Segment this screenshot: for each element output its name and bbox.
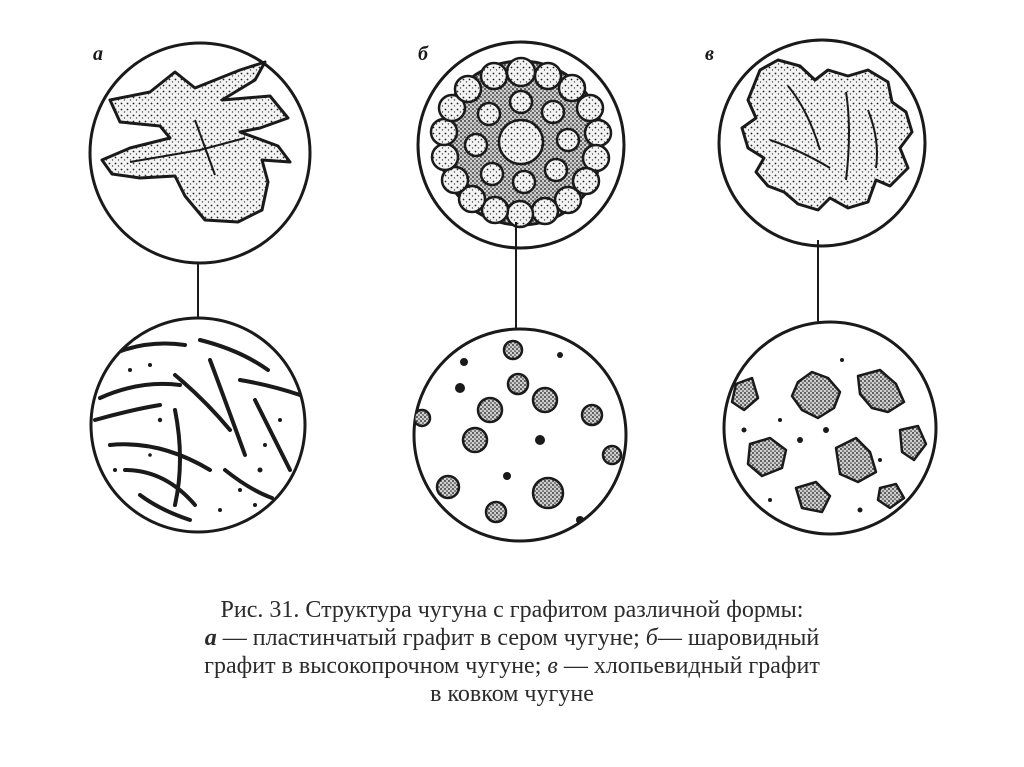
graphite-nodule: [533, 478, 563, 508]
panel-a: [90, 43, 310, 532]
panel-a-overview-circle: [91, 318, 305, 532]
panel-b-label: б: [418, 43, 428, 65]
panel-b-magnified-circle: [418, 42, 624, 248]
panel-a-magnified-circle: [90, 43, 310, 263]
graphite-nodule: [504, 341, 522, 359]
graphite-nodule: [533, 388, 557, 412]
caption-c-text: — хлопьевидный графит: [557, 653, 820, 679]
graphite-nodule: [463, 428, 487, 452]
caption-letter-b: б: [645, 625, 658, 651]
caption-letter-c: в: [547, 653, 558, 679]
graphite-nodule: [582, 405, 602, 425]
graphite-nodule: [603, 446, 621, 464]
caption-line-1: Рис. 31. Структура чугуна с графитом различной формы:: [220, 597, 804, 623]
graphite-nodule: [508, 374, 528, 394]
caption-line3-start: графит в высокопрочном чугуне;: [204, 653, 548, 679]
panel-b-overview-circle: [414, 329, 626, 541]
figure-caption: [60, 596, 964, 708]
panel-c-magnified-circle: [719, 40, 925, 246]
caption-letter-a: а: [204, 625, 217, 651]
panel-c-overview-circle: [724, 322, 936, 534]
panel-c: [705, 40, 936, 534]
caption-line-3: [60, 652, 964, 680]
graphite-nodule: [437, 476, 459, 498]
panel-a-label: а: [93, 43, 103, 65]
panel-b: [414, 42, 626, 541]
graphite-nodule: [478, 398, 502, 422]
caption-line-2: [60, 624, 964, 652]
graphite-nodule: [486, 502, 506, 522]
caption-line-4: в ковком чугуне: [430, 681, 594, 707]
caption-a-text: — пластинчатый графит в сером чугуне;: [216, 625, 646, 651]
panel-c-label: в: [705, 43, 714, 65]
caption-b-text: — шаровидный: [657, 625, 820, 651]
